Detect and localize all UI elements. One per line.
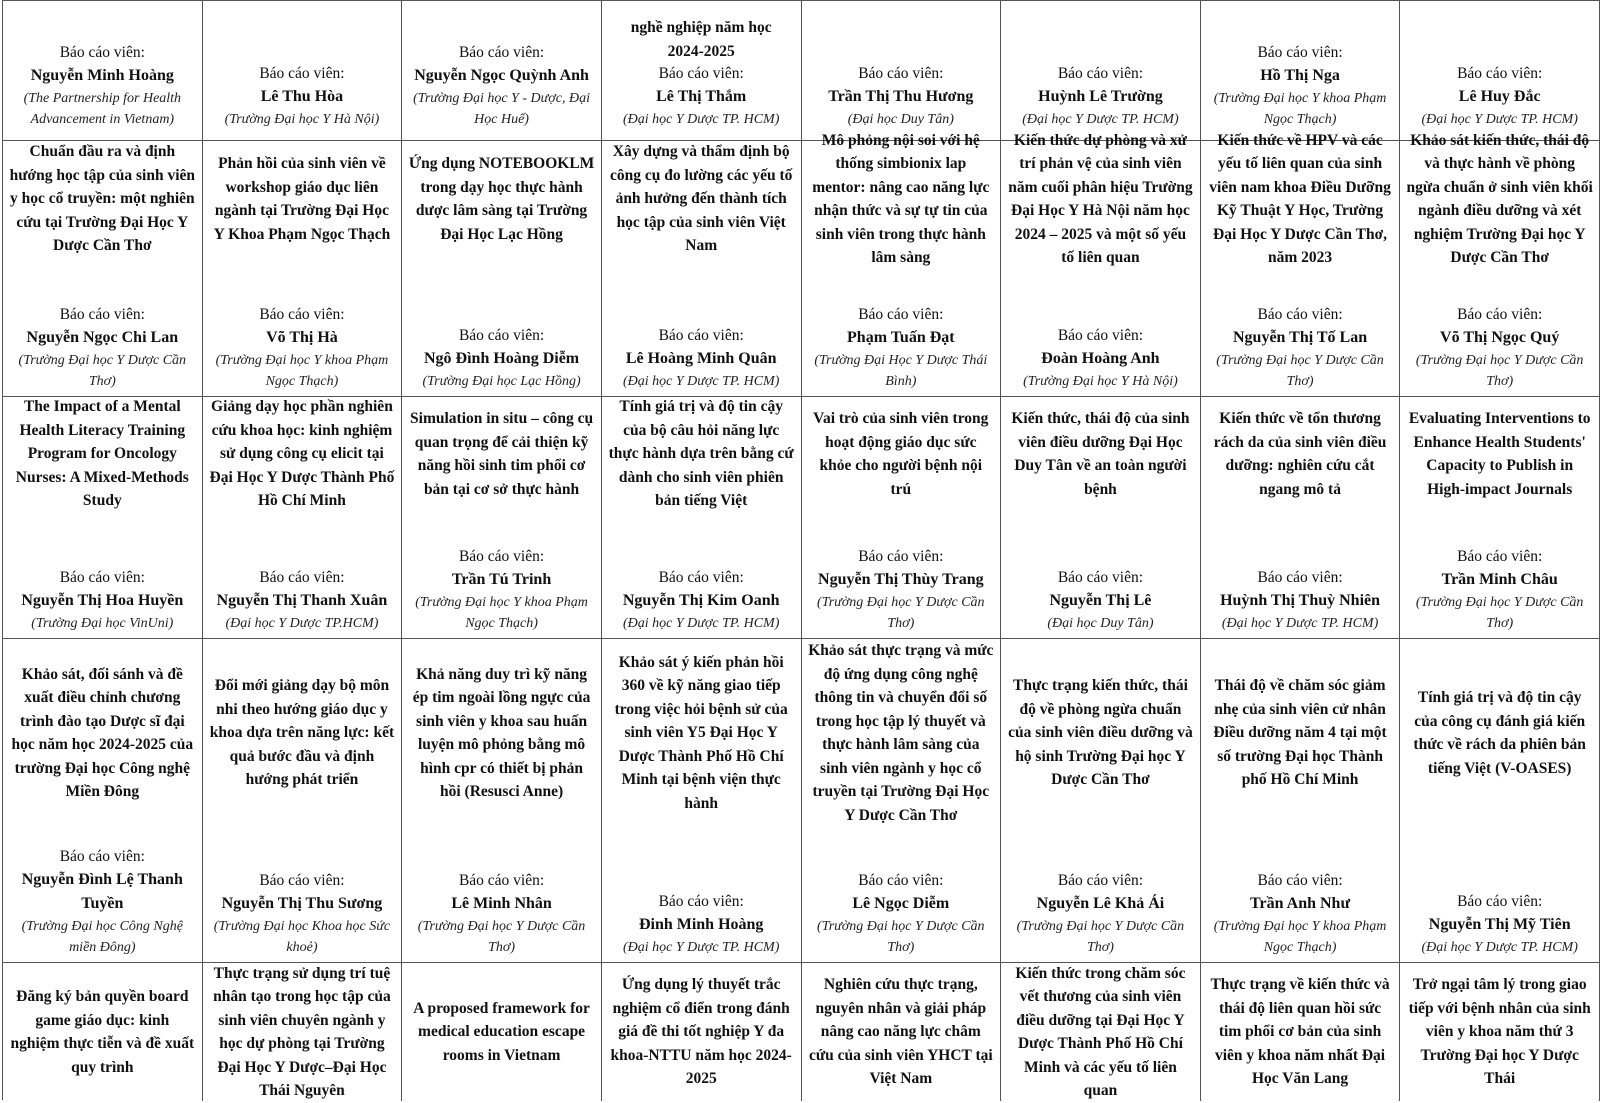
presenter-affiliation: (Trường Đại học Y khoa Phạm Ngọc Thạch) (1213, 91, 1387, 127)
speaker-cell (1201, 511, 1401, 639)
presenter-affiliation: (Trường Đại học Y Dược Cần Thơ) (1216, 353, 1384, 389)
topic-cell (1001, 963, 1201, 1101)
presenter-name: Hồ Thị Nga (1260, 67, 1340, 84)
speaker-cell (1201, 1, 1401, 141)
presenter-label: Báo cáo viên: (858, 306, 944, 323)
presenter-name: Nguyễn Thị Thùy Trang (818, 571, 984, 588)
topic-cell (3, 639, 203, 827)
presenter-name: Nguyễn Ngọc Chi Lan (26, 329, 179, 346)
topic-cell (402, 397, 602, 511)
presenter-label: Báo cáo viên: (59, 44, 145, 61)
topic-title: Thực trạng sử dụng trí tuệ nhân tạo trong học tập của sinh viên chuyên ngành y học dự phòng tại Trường Đại Học Y Dược–Đại Học Thái Nguyên (213, 964, 391, 1099)
speaker-cell (602, 511, 802, 639)
presenter-affiliation: (Đại học Y Dược TP. HCM) (1022, 112, 1179, 127)
speaker-cell (203, 1, 403, 141)
topic-cell (3, 141, 203, 257)
presenter-affiliation: (Đại học Y Dược TP. HCM) (1421, 940, 1578, 955)
speaker-cell (1001, 511, 1201, 639)
topic-cell (203, 639, 403, 827)
speaker-cell (402, 1, 602, 141)
presenter-label: Báo cáo viên: (1257, 306, 1343, 323)
presenter-label: Báo cáo viên: (1057, 872, 1144, 889)
topic-title: Vai trò của sinh viên trong hoạt động giáo dục sức khỏe cho người bệnh nội trú (813, 410, 989, 498)
speaker-cell (1400, 827, 1600, 963)
presenter-name: Nguyễn Lê Khả Ái (1036, 895, 1165, 912)
presenter-affiliation: (Trường Đại học Lạc Hồng) (422, 374, 581, 389)
topic-title: Khảo sát kiến thức, thái độ và thực hành về phòng ngừa chuẩn ở sinh viên khối ngành điều dưỡng và xét nghiệm Trường Đại học Y Dược Cần Thơ (1406, 131, 1593, 266)
presenter-label: Báo cáo viên: (259, 306, 345, 323)
presenter-name: Nguyễn Thị Mỹ Tiên (1428, 916, 1571, 933)
topic-title: Phản hồi của sinh viên về workshop giáo dục liên ngành tại Trường Đại Học Y Khoa Phạm Ngọc Thạch (213, 155, 391, 243)
presenter-name: Nguyễn Ngọc Quỳnh Anh (414, 67, 589, 84)
presenter-label: Báo cáo viên: (658, 327, 744, 344)
topic-title: Mô phỏng nội soi với hệ thống simbionix lap mentor: nâng cao năng lực nhận thức và sự tự tin của sinh viên trong thực hành lâm sàng (812, 131, 990, 266)
presenter-affiliation: (Trường Đại học Y - Dược, Đại Học Huế) (413, 91, 590, 127)
topic-cell (203, 141, 403, 257)
topic-title: Kiến thức dự phòng và xử trí phản vệ của sinh viên năm cuối phân hiệu Trường Đại Học Y Hà Nội năm học 2024 – 2025 và một số yếu tố liên quan (1008, 131, 1193, 266)
topic-title: Khảo sát, đối sánh và đề xuất điều chỉnh chương trình đào tạo Dược sĩ đại học năm học 2024-2025 của trường Đại học Công nghệ Miền Đông (11, 665, 194, 800)
presenter-affiliation: (Trường Đại Học Y Dược Thái Bình) (814, 353, 988, 389)
presenter-label: Báo cáo viên: (858, 548, 944, 565)
presenter-label: Báo cáo viên: (259, 872, 345, 889)
presenter-name: Lê Thị Thắm (656, 88, 747, 105)
topic-title-continued: nghề nghiệp năm học (630, 19, 772, 36)
presenter-affiliation: (The Partnership for Health Advancement in Vietnam) (23, 91, 182, 127)
speaker-cell (402, 257, 602, 397)
speaker-cell (802, 511, 1002, 639)
presenter-affiliation: (Trường Đại học Y Dược Cần Thơ) (1016, 919, 1185, 955)
speaker-cell (1201, 257, 1401, 397)
topic-cell (802, 131, 1002, 266)
presenter-name: Nguyễn Thị Thu Sương (221, 895, 383, 912)
speaker-cell (203, 511, 403, 639)
presenter-affiliation: (Trường Đại học Y Dược Cần Thơ) (1415, 595, 1584, 631)
speaker-cell (1001, 827, 1201, 963)
presenter-label: Báo cáo viên: (59, 569, 145, 586)
speaker-cell (802, 257, 1002, 397)
topic-title: Chuẩn đầu ra và định hướng học tập của sinh viên y học cổ truyền: một nghiên cứu tại Trường Đại Học Y Dược Cần Thơ (9, 143, 196, 255)
presenter-affiliation: (Đại học Y Dược TP. HCM) (622, 112, 780, 127)
presenter-affiliation: (Trường Đại học Y Hà Nội) (1023, 374, 1178, 389)
topic-cell (402, 639, 602, 827)
presenter-label: Báo cáo viên: (858, 65, 944, 82)
presenter-name: Nguyễn Thị Thanh Xuân (216, 592, 388, 609)
presenter-label: Báo cáo viên: (1057, 65, 1144, 82)
presenter-label: Báo cáo viên: (658, 569, 744, 586)
presenter-label: Báo cáo viên: (259, 569, 345, 586)
presenter-affiliation: (Trường Đại học Công Nghệ miền Đông) (21, 919, 183, 955)
topic-title: Xây dựng và thẩm định bộ công cụ đo lường các yếu tố ảnh hưởng đến thành tích học tập của sinh viên Việt Nam (610, 143, 793, 255)
speaker-cell (1001, 257, 1201, 397)
topic-title: Thực trạng về kiến thức và thái độ liên quan hồi sức tim phổi cơ bản của sinh viên y khoa năm nhất Đại Học Văn Lang (1210, 976, 1390, 1088)
topic-cell (1400, 963, 1600, 1101)
topic-title: Simulation in situ – công cụ quan trọng để cải thiện kỹ năng hồi sinh tim phổi cơ bản tại cơ sở thực hành (410, 410, 594, 498)
topic-cell (3, 963, 203, 1101)
presenter-affiliation: (Trường Đại học VinUni) (31, 616, 174, 631)
presenter-name: Nguyễn Đình Lệ Thanh Tuyền (21, 871, 183, 912)
topic-title: Evaluating Interventions to Enhance Health Students' Capacity to Publish in High-impact Journals (1408, 410, 1591, 498)
speaker-cell (802, 1, 1002, 141)
speaker-cell (203, 257, 403, 397)
topic-cell (1201, 639, 1401, 827)
topic-cell (1001, 639, 1201, 827)
presenter-affiliation: (Trường Đại học Y Dược Cần Thơ) (817, 595, 985, 631)
presenter-label: Báo cáo viên: (458, 327, 545, 344)
presenter-label: Báo cáo viên: (59, 848, 145, 865)
speaker-cell (1001, 1, 1201, 141)
presenter-label: Báo cáo viên: (858, 872, 944, 889)
presenter-label: Báo cáo viên: (458, 548, 545, 565)
topic-cell (602, 141, 802, 257)
topic-title: Đổi mới giảng dạy bộ môn nhi theo hướng giáo dục y khoa dựa trên năng lực: kết quả bước đầu và định hướng phát triển (209, 677, 395, 789)
presenter-name: Lê Ngọc Diễm (852, 895, 950, 912)
presenter-name: Huỳnh Thị Thuỳ Nhiên (1220, 592, 1381, 609)
topic-title: Nghiên cứu thực trạng, nguyên nhân và giải pháp nâng cao năng lực châm cứu của sinh viên YHCT tại Việt Nam (808, 976, 993, 1088)
presenter-affiliation: (Trường Đại học Y khoa Phạm Ngọc Thạch) (1213, 919, 1387, 955)
topic-title: Khảo sát thực trạng và mức độ ứng dụng công nghệ thông tin và chuyển đổi số trong học tập lý thuyết và thực hành lâm sàng của sinh viên ngành y học cổ truyền tại Trường Đại Học Y Dược Cần Thơ (808, 642, 994, 824)
presenter-label: Báo cáo viên: (658, 65, 744, 82)
topic-title: Kiến thức về tổn thương rách da của sinh viên điều dưỡng: nghiên cứu cắt ngang mô tả (1213, 410, 1387, 498)
presenter-label: Báo cáo viên: (1257, 569, 1343, 586)
presenter-affiliation: (Đại học Duy Tân) (847, 112, 954, 127)
topic-title: Đăng ký bản quyền board game giáo dục: kinh nghiệm thực tiễn và đề xuất quy trình (10, 988, 195, 1076)
topic-title: Thực trạng kiến thức, thái độ về phòng ngừa chuẩn của sinh viên điều dưỡng và hộ sinh Trường Đại học Y Dược Cần Thơ (1008, 677, 1193, 789)
speaker-cell (3, 827, 203, 963)
presenter-name: Trần Anh Như (1250, 895, 1351, 912)
topic-title-continued: 2024-2025 (667, 42, 735, 60)
presenter-name: Võ Thị Ngọc Quý (1440, 329, 1560, 346)
topic-cell (1400, 639, 1600, 827)
presenter-label: Báo cáo viên: (1257, 44, 1343, 61)
presenter-name: Lê Thu Hòa (260, 88, 344, 105)
topic-cell (1201, 131, 1401, 266)
presenter-affiliation: (Trường Đại học Y Dược Cần Thơ) (1415, 353, 1584, 389)
presenter-name: Võ Thị Hà (266, 329, 338, 346)
presenter-name: Lê Minh Nhân (451, 895, 552, 912)
presenter-name: Lê Hoàng Minh Quân (625, 350, 777, 367)
topic-title: Tính giá trị và độ tin cậy của công cụ đánh giá kiến thức về rách da phiên bản tiếng Việt (V-OASES) (1413, 689, 1586, 777)
presenter-affiliation: (Trường Đại học Y Hà Nội) (224, 112, 380, 127)
presenter-affiliation: (Đại học Y Dược TP. HCM) (1221, 616, 1379, 631)
topic-title: Kiến thức, thái độ của sinh viên điều dưỡng Đại Học Duy Tân về an toàn người bệnh (1011, 410, 1190, 498)
topic-title: Ứng dụng NOTEBOOKLM trong dạy học thực hành dược lâm sàng tại Trường Đại Học Lạc Hồng (408, 155, 595, 243)
presenter-name: Phạm Tuấn Đạt (847, 329, 955, 346)
topic-cell (802, 963, 1002, 1101)
topic-title: Khảo sát ý kiến phản hồi 360 về kỹ năng giao tiếp trong việc hỏi bệnh sử của sinh viên Y5 Đại Học Y Dược Thành Phố Hồ Chí Minh tại bệnh viện thực hành (614, 653, 788, 812)
topic-title: Trở ngại tâm lý trong giao tiếp với bệnh nhân của sinh viên y khoa năm thứ 3 Trường Đại học Y Dược Thái (1408, 976, 1591, 1088)
topic-title: Kiến thức trong chăm sóc vết thương của sinh viên điều dưỡng tại Đại Học Y Dược Thành Phố Hồ Chí Minh và các yếu tố liên quan (1015, 964, 1186, 1099)
presenter-label: Báo cáo viên: (458, 44, 545, 61)
topic-title: Kiến thức về HPV và các yếu tố liên quan của sinh viên nam khoa Điều Dưỡng Kỹ Thuật Y Học, Trường Đại Học Y Dược Cần Thơ, năm 2023 (1209, 131, 1391, 266)
topic-title: Tính giá trị và độ tin cậy của bộ câu hỏi năng lực thực hành dựa trên bằng cứ dành cho sinh viên phiên bản tiếng Việt (608, 398, 794, 510)
topic-cell (1400, 397, 1600, 511)
presenter-label: Báo cáo viên: (458, 872, 545, 889)
program-table (2, 0, 1600, 1100)
topic-cell (1400, 131, 1600, 266)
topic-cell (602, 639, 802, 827)
speaker-cell (203, 827, 403, 963)
topic-title: Ứng dụng lý thuyết trắc nghiệm cổ điển trong đánh giá đề thi tốt nghiệp Y đa khoa-NTTU năm học 2024-2025 (610, 976, 792, 1088)
presenter-affiliation: (Trường Đại học Y Dược Cần Thơ) (817, 919, 985, 955)
presenter-label: Báo cáo viên: (1057, 569, 1144, 586)
topic-title: Giảng dạy học phần nghiên cứu khoa học: kinh nghiệm sử dụng công cụ elicit tại Đại Học Y Dược Thành Phố Hồ Chí Minh (209, 398, 395, 510)
topic-cell (203, 963, 403, 1101)
topic-title: Khả năng duy trì kỹ năng ép tim ngoài lồng ngực của sinh viên y khoa sau huấn luyện mô phỏng bằng mô hình cpr có thiết bị phản hồi (Resusci Anne) (412, 665, 591, 800)
presenter-affiliation: (Đại học Y Dược TP.HCM) (225, 616, 379, 631)
presenter-label: Báo cáo viên: (1057, 327, 1144, 344)
presenter-name: Trần Thị Thu Hương (828, 88, 974, 105)
presenter-affiliation: (Đại học Y Dược TP. HCM) (622, 616, 780, 631)
presenter-name: Đinh Minh Hoàng (638, 916, 764, 933)
topic-cell (1001, 397, 1201, 511)
presenter-name: Đoàn Hoàng Anh (1041, 350, 1160, 367)
presenter-affiliation: (Đại học Y Dược TP. HCM) (1421, 112, 1578, 127)
presenter-affiliation: (Đại học Duy Tân) (1047, 616, 1154, 631)
topic-cell (602, 397, 802, 511)
topic-cell (1001, 131, 1201, 266)
presenter-affiliation: (Trường Đại học Y Dược Cần Thơ) (18, 353, 187, 389)
presenter-affiliation: (Đại học Y Dược TP. HCM) (622, 374, 780, 389)
presenter-name: Nguyễn Thị Hoa Huyền (21, 592, 184, 609)
topic-cell (1201, 963, 1401, 1101)
presenter-affiliation: (Đại học Y Dược TP. HCM) (622, 940, 780, 955)
topic-cell (1201, 397, 1401, 511)
topic-cell (402, 963, 602, 1101)
presenter-label: Báo cáo viên: (1457, 548, 1543, 565)
speaker-cell (1400, 257, 1600, 397)
topic-title: Thái độ về chăm sóc giảm nhẹ của sinh viên cử nhân Điều dưỡng năm 4 tại một số trường Đại học Thành phố Hồ Chí Minh (1213, 677, 1387, 789)
presenter-name: Trần Tú Trinh (451, 571, 552, 588)
presenter-affiliation: (Trường Đại học Y khoa Phạm Ngọc Thạch) (215, 353, 389, 389)
topic-cell (602, 963, 802, 1101)
topic-title: A proposed framework for medical education escape rooms in Vietnam (413, 999, 590, 1064)
presenter-name: Nguyễn Thị Lê (1049, 592, 1152, 609)
speaker-cell (1201, 827, 1401, 963)
presenter-name: Nguyễn Minh Hoàng (30, 67, 174, 84)
presenter-affiliation: (Trường Đại học Y khoa Phạm Ngọc Thạch) (415, 595, 588, 631)
speaker-cell (1400, 511, 1600, 639)
speaker-cell (3, 257, 203, 397)
presenter-label: Báo cáo viên: (1457, 65, 1543, 82)
presenter-name: Trần Minh Châu (1441, 571, 1558, 588)
presenter-name: Ngô Đình Hoàng Diễm (424, 350, 580, 367)
presenter-name: Huỳnh Lê Trường (1038, 88, 1163, 105)
speaker-cell (802, 827, 1002, 963)
topic-cell (402, 141, 602, 257)
speaker-cell (1400, 1, 1600, 141)
speaker-cell (3, 1, 203, 141)
speaker-cell (402, 511, 602, 639)
presenter-affiliation: (Trường Đại học Khoa học Sức khoẻ) (213, 919, 391, 955)
presenter-name: Nguyễn Thị Kim Oanh (622, 592, 780, 609)
presenter-label: Báo cáo viên: (658, 893, 744, 910)
presenter-label: Báo cáo viên: (1257, 872, 1343, 889)
topic-cell (203, 397, 403, 511)
topic-title: The Impact of a Mental Health Literacy Training Program for Oncology Nurses: A Mixed-Methods Study (15, 398, 189, 510)
topic-cell (802, 397, 1002, 511)
speaker-cell (3, 511, 203, 639)
presenter-name: Nguyễn Thị Tố Lan (1232, 329, 1368, 346)
speaker-cell (602, 1, 802, 141)
presenter-label: Báo cáo viên: (1457, 306, 1543, 323)
speaker-cell (602, 827, 802, 963)
presenter-name: Lê Huy Đắc (1458, 88, 1541, 105)
presenter-label: Báo cáo viên: (1457, 893, 1543, 910)
topic-cell (3, 397, 203, 511)
presenter-label: Báo cáo viên: (259, 65, 345, 82)
presenter-label: Báo cáo viên: (59, 306, 145, 323)
speaker-cell (402, 827, 602, 963)
presenter-affiliation: (Trường Đại học Y Dược Cần Thơ) (417, 919, 586, 955)
speaker-cell (602, 257, 802, 397)
topic-cell (802, 639, 1002, 827)
